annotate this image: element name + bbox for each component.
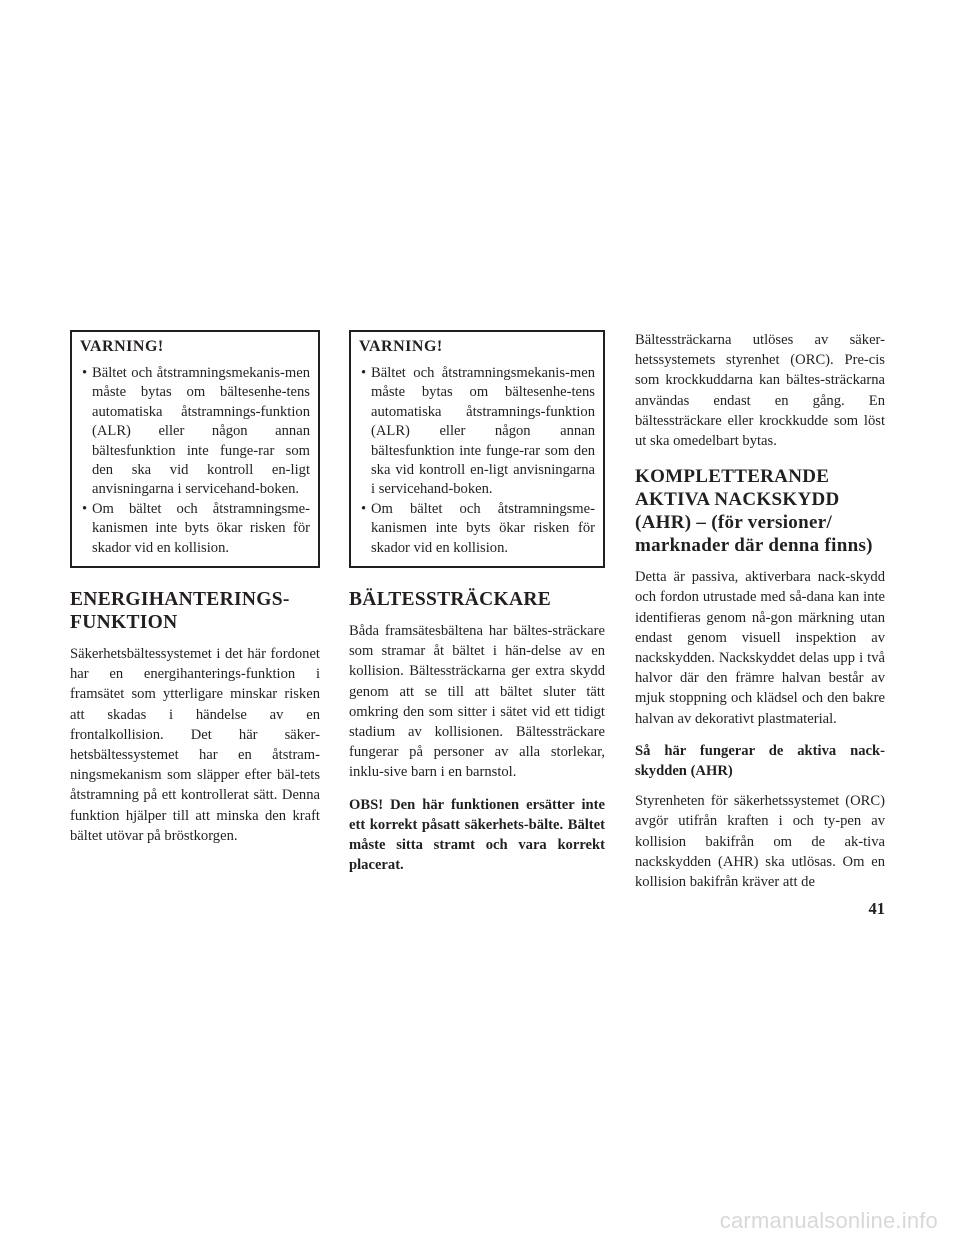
bullet-icon: • <box>361 500 367 517</box>
warning-item: • Om bältet och åtstramningsme-kanismen inte byts ökar risken för skador vid en kollision. <box>361 500 595 556</box>
warning-item: • Bältet och åtstramningsmekanis-men måste bytas om bältesenhe-tens automatiska åtstramnings-funktion (ALR) eller någon annan bältesfunktion inte funge-rar som den ska vid kontroll en-ligt anvisningarna i servicehand-boken. <box>361 365 595 498</box>
watermark: carmanualsonline.info <box>719 1208 938 1233</box>
warning-title: VARNING! <box>80 338 164 355</box>
body-paragraph: Detta är passiva, aktiverbara nack-skydd och fordon utrustade med så-dana kan inte identifieras genom nå-gon märkning utan endast genom visuell inspektion av nackskydden. Nackskyddet delas upp i två halvor där den främre halvan består av mjuk stoppning och klädsel och den bakre halvan av dekorativt plastmaterial. <box>635 569 885 727</box>
body-paragraph: Styrenheten för säkerhetssystemet (ORC) avgör utifrån kraften i och ty-pen av kollision bakifrån om de ak-tiva nackskydden (AHR) ska utlösas. Om en kollision bakifrån kräver att de <box>635 793 885 891</box>
section-heading-energy: ENERGIHANTERINGS-FUNKTION <box>70 589 290 634</box>
warning-box <box>349 330 605 568</box>
page-number: 41 <box>868 899 885 918</box>
section-heading-pretensioner: BÄLTESSTRÄCKARE <box>349 589 552 611</box>
warning-box <box>70 330 320 568</box>
body-paragraph: Säkerhetsbältessystemet i det här fordonet har en energihanterings-funktion i framsätet som ytterligare minskar risken att skadas i händelse av en frontalkollision. Det här säker-hetsbältessystemet har en åtstram-ningsmekanism som släpper efter bäl-tets åtstramning på ett kontrollerat sätt. Denna funktion hjälper till att minska den kraft bältet utövar på bröstkorgen. <box>70 646 320 844</box>
bullet-icon: • <box>82 500 88 517</box>
body-paragraph: Bältessträckarna utlöses av säker-hetssystemets styrenhet (ORC). Pre-cis som krockkuddarna kan bältes-sträckarna användas endast en gång. En bältessträckare eller krockkudde som löst ut ska omedelbart bytas. <box>635 332 885 450</box>
warning-item: • Bältet och åtstramningsmekanis-men måste bytas om bältesenhe-tens automatiska åtstramnings-funktion (ALR) eller någon annan bältesfunktion inte funge-rar som den ska vid kontroll en-ligt anvisningarna i servicehand-boken. <box>82 365 310 498</box>
warning-list <box>359 364 595 558</box>
column-right <box>635 330 885 904</box>
section-heading-ahr: KOMPLETTERANDE AKTIVA NACKSKYDD (AHR) – (för versioner/ marknader där denna finns) <box>635 466 873 557</box>
warning-item: • Om bältet och åtstramningsme-kanismen inte byts ökar risken för skador vid en kollision. <box>82 500 310 556</box>
body-paragraph: Båda framsätesbältena har bältes-sträckare som stramar åt bältet i hän-delse av en kollision. Bältessträckarna ger extra skydd genom att se till att bältet sluter tätt omkring den som sitter i sätet vid ett tidigt stadium av kollisionen. Bältessträckare fungerar på personer av alla storlekar, inklu-sive barn i en barnstol. <box>349 623 605 781</box>
warning-title: VARNING! <box>359 338 443 355</box>
subheading-ahr-function: Så här fungerar de aktiva nack-skydden (AHR) <box>635 742 885 780</box>
warning-list <box>80 364 310 558</box>
column-left <box>70 330 320 858</box>
note-paragraph: OBS! Den här funktionen ersätter inte ett korrekt påsatt säkerhets-bälte. Bältet måste sitta stramt och vara korrekt placerat. <box>349 796 605 874</box>
bullet-icon: • <box>361 365 367 381</box>
column-middle <box>349 330 605 888</box>
bullet-icon: • <box>82 365 88 381</box>
